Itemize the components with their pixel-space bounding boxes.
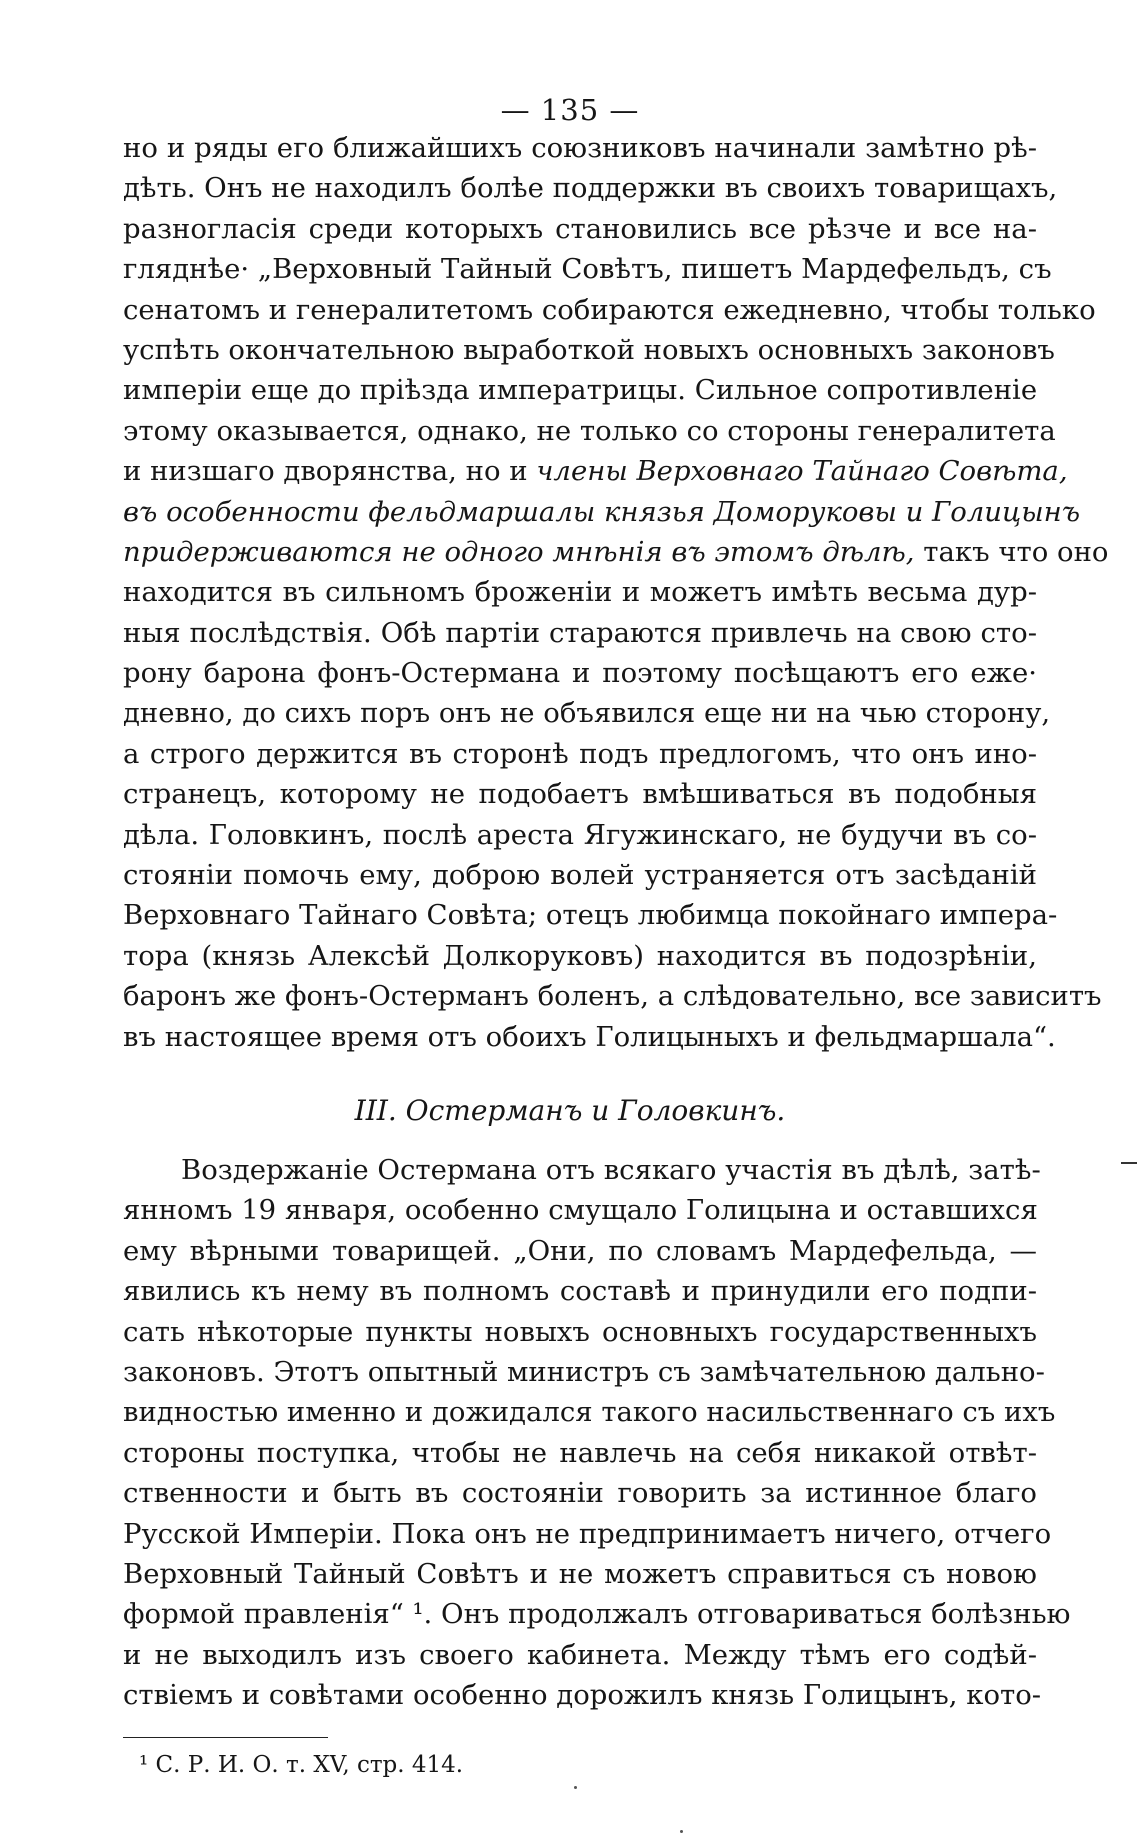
stray-dot — [680, 1830, 683, 1833]
footnote: ¹ С. Р. И. О. т. XV, стр. 414. — [139, 1752, 464, 1778]
text-segment: находится въ сильномъ броженіи и можетъ имѣть весьма дур- — [123, 576, 1037, 609]
text-segment: ствіемъ и совѣтами особенно дорожилъ князь Голицынъ, кото- — [123, 1679, 1042, 1712]
text-segment: Верховнаго Тайнаго Совѣта; отецъ любимца покойнаго импера- — [123, 899, 1058, 932]
text-line — [123, 1231, 1037, 1271]
text-line — [123, 451, 1068, 491]
text-segment: баронъ же фонъ-Остерманъ боленъ, а слѣдовательно, все зависитъ — [123, 980, 1102, 1013]
text-segment: янномъ 19 января, особенно смущало Голицына и оставшихся — [123, 1194, 1038, 1227]
text-line — [123, 653, 1037, 693]
text-line — [123, 1473, 1037, 1513]
text-segment: успѣть окончательною выработкой новыхъ основныхъ законовъ — [123, 333, 1055, 366]
text-line — [123, 1554, 1037, 1594]
text-line — [123, 1594, 1071, 1634]
text-segment: такъ что оно — [914, 535, 1109, 568]
text-line — [123, 936, 1037, 976]
text-segment: въ настоящее время отъ обоихъ Голицыныхъ и фельдмаршала“. — [123, 1020, 1056, 1053]
text-line — [123, 1675, 1042, 1715]
text-line — [123, 815, 1037, 855]
paragraph-2 — [123, 1150, 1071, 1715]
text-line — [123, 370, 1037, 410]
text-segment: ныя послѣдствія. Обѣ партіи стараются привлечь на свою сто- — [123, 616, 1037, 649]
text-line — [123, 1271, 1037, 1311]
text-line — [123, 693, 1051, 733]
text-segment: имперіи еще до пріѣзда императрицы. Сильное сопротивленіе — [123, 374, 1038, 407]
section-heading: III. Остерманъ и Головкинъ. — [354, 1094, 786, 1127]
text-segment: Воздержаніе Остермана отъ всякаго участія въ дѣлѣ, затѣ- — [181, 1154, 1041, 1186]
footnote-divider — [123, 1737, 328, 1738]
text-segment: ственности и быть въ состояніи говорить за истинное благо — [123, 1477, 1037, 1510]
text-segment: дѣла. Головкинъ, послѣ ареста Ягужинскаго, не будучи въ со- — [123, 818, 1037, 851]
text-segment: сать нѣкоторые пункты новыхъ основныхъ государственныхъ — [123, 1315, 1037, 1348]
text-line — [123, 411, 1056, 451]
margin-mark — [1121, 1162, 1137, 1164]
text-line — [123, 209, 1037, 249]
italic-text-segment: члены Верховнаго Тайнаго Совѣта, — [536, 455, 1068, 488]
text-line — [123, 1150, 1041, 1190]
text-segment: стояніи помочь ему, доброю волей устраняется отъ засѣданій — [123, 859, 1037, 892]
text-segment: Верховный Тайный Совѣтъ и не можетъ справиться съ новою — [123, 1557, 1037, 1590]
text-line — [123, 1190, 1037, 1230]
text-segment: рону барона фонъ-Остермана и поэтому посѣщаютъ его еже· — [123, 657, 1037, 690]
text-line — [123, 613, 1037, 653]
text-segment: сенатомъ и генералитетомъ собираются ежедневно, чтобы только — [123, 293, 1096, 326]
text-line — [123, 1514, 1052, 1554]
text-line — [123, 249, 1052, 289]
text-segment: дѣть. Онъ не находилъ болѣе поддержки въ своихъ товарищахъ, — [123, 172, 1058, 205]
text-segment: этому оказывается, однако, не только со стороны генералитета — [123, 414, 1056, 447]
text-segment: тора (князь Алексѣй Долкоруковъ) находится въ подозрѣніи, — [123, 939, 1037, 972]
text-segment: законовъ. Этотъ опытный министръ съ замѣчательною дально- — [123, 1355, 1045, 1388]
text-line — [123, 1635, 1037, 1675]
text-line — [123, 1433, 1037, 1473]
text-line — [123, 855, 1037, 895]
text-line — [123, 128, 1037, 168]
text-line — [123, 290, 1096, 330]
text-segment: дневно, до сихъ поръ онъ не объявился еще ни на чью сторону, — [123, 697, 1051, 730]
text-segment: а строго держится въ сторонѣ подъ предлогомъ, что онъ ино- — [123, 737, 1037, 770]
text-segment: ему вѣрными товарищей. „Они, по словамъ Мардефельда, — — [123, 1234, 1037, 1267]
text-segment: разногласія среди которыхъ становились все рѣзче и все на- — [123, 212, 1037, 245]
text-line — [123, 1312, 1037, 1352]
text-line — [123, 572, 1037, 612]
text-line — [123, 895, 1058, 935]
text-segment: гляднѣе· „Верховный Тайный Совѣтъ, пишетъ Мардефельдъ, съ — [123, 253, 1052, 286]
text-line — [123, 492, 1081, 532]
text-line — [123, 1352, 1045, 1392]
text-line — [123, 532, 1109, 572]
text-segment: и низшаго дворянства, но и — [123, 455, 537, 488]
text-line — [123, 168, 1058, 208]
text-segment: видностью именно и дожидался такого насильственнаго съ ихъ — [123, 1396, 1056, 1429]
text-line — [123, 330, 1055, 370]
text-line — [123, 976, 1102, 1016]
italic-text-segment: придерживаются не одного мнѣнія въ этомъ дѣлѣ, — [123, 535, 915, 568]
text-segment: Русской Имперіи. Пока онъ не предпринимаетъ ничего, отчего — [123, 1517, 1052, 1550]
text-line — [123, 774, 1037, 814]
text-segment: странецъ, которому не подобаетъ вмѣшиваться въ подобныя — [123, 778, 1037, 811]
text-segment: стороны поступка, чтобы не навлечь на себя никакой отвѣт- — [123, 1436, 1037, 1469]
text-line — [123, 1392, 1056, 1432]
text-line — [123, 1017, 1056, 1057]
text-line — [123, 734, 1037, 774]
page-number: — 135 — — [500, 93, 640, 127]
stray-dot — [574, 1786, 577, 1789]
text-segment: явились къ нему въ полномъ составѣ и принудили его подпи- — [123, 1275, 1037, 1308]
italic-text-segment: въ особенности фельдмаршалы князья Доморуковы и Голицынъ — [123, 495, 1081, 528]
text-segment: формой правленія“ ¹. Онъ продолжалъ отговариваться болѣзнью — [123, 1598, 1071, 1631]
text-segment: и не выходилъ изъ своего кабинета. Между тѣмъ его содѣй- — [123, 1638, 1037, 1671]
paragraph-1 — [123, 128, 1109, 1057]
text-segment: но и ряды его ближайшихъ союзниковъ начинали замѣтно рѣ- — [123, 132, 1037, 164]
